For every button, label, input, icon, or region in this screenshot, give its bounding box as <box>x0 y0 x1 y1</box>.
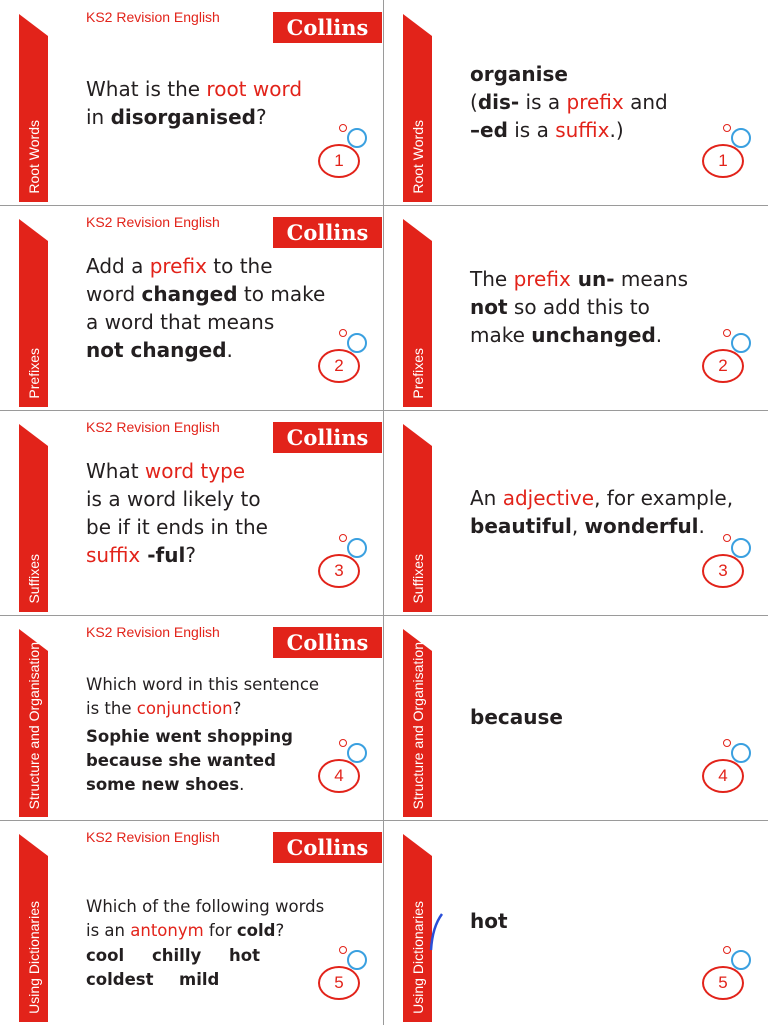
bubble-icon <box>347 538 367 558</box>
card-number-badge <box>702 735 762 795</box>
category-label: Prefixes <box>25 348 42 399</box>
answer-text-2: The prefix un- means not so add this to make unchanged. <box>470 267 689 347</box>
option-word: cool <box>86 946 125 965</box>
bubble-icon <box>723 946 731 954</box>
bubble-icon <box>339 124 347 132</box>
answer-text-1: organise (dis- is a prefix and –ed is a suffix.) <box>470 62 668 142</box>
bubble-icon <box>347 128 367 148</box>
card-number-badge <box>702 120 762 180</box>
card-number-badge <box>702 530 762 590</box>
bubble-icon <box>731 333 751 353</box>
bubble-icon <box>723 124 731 132</box>
bubble-icon <box>723 534 731 542</box>
category-label: Root Words <box>25 120 42 194</box>
brand-logo: Collins <box>273 12 382 43</box>
card-number: 1 <box>318 144 360 178</box>
card-number-badge <box>318 325 378 385</box>
card-number: 1 <box>702 144 744 178</box>
series-label: KS2 Revision English <box>86 829 220 845</box>
card-number-badge <box>318 942 378 1002</box>
bubble-icon <box>731 950 751 970</box>
category-label: Prefixes <box>409 348 426 399</box>
series-label: KS2 Revision English <box>86 419 220 435</box>
brand-logo: Collins <box>273 217 382 248</box>
example-sentence: Sophie went shopping because she wanted some new shoes. <box>86 727 293 794</box>
card-number: 4 <box>702 759 744 793</box>
answer-text-4: because <box>470 705 563 729</box>
bubble-icon <box>339 946 347 954</box>
answer-text-3: An adjective, for example, beautiful, wonderful. <box>470 486 734 538</box>
option-word: hot <box>229 946 260 965</box>
card-number-badge <box>318 735 378 795</box>
category-label: Using Dictionaries <box>25 901 42 1014</box>
question-card-2 <box>0 205 384 410</box>
card-number: 2 <box>702 349 744 383</box>
brand-logo: Collins <box>273 832 382 863</box>
bubble-icon <box>731 538 751 558</box>
category-label: Suffixes <box>409 554 426 604</box>
card-number-badge <box>702 942 762 1002</box>
series-label: KS2 Revision English <box>86 624 220 640</box>
bubble-icon <box>731 743 751 763</box>
answer-options <box>86 944 260 992</box>
card-number: 2 <box>318 349 360 383</box>
category-label: Root Words <box>409 120 426 194</box>
question-card-3 <box>0 410 384 615</box>
series-label: KS2 Revision English <box>86 9 220 25</box>
bubble-icon <box>347 333 367 353</box>
bubble-icon <box>723 739 731 747</box>
pen-mark <box>428 912 448 952</box>
question-card-5 <box>0 820 384 1025</box>
bubble-icon <box>339 739 347 747</box>
answer-text-5: hot <box>470 909 508 933</box>
card-number-badge <box>318 120 378 180</box>
category-label: Suffixes <box>25 554 42 604</box>
bubble-icon <box>339 329 347 337</box>
card-number: 5 <box>702 966 744 1000</box>
bubble-icon <box>723 329 731 337</box>
bubble-icon <box>347 950 367 970</box>
series-label: KS2 Revision English <box>86 214 220 230</box>
brand-logo: Collins <box>273 627 382 658</box>
brand-logo: Collins <box>273 422 382 453</box>
card-number-badge <box>318 530 378 590</box>
bubble-icon <box>347 743 367 763</box>
question-card-1 <box>0 0 384 205</box>
card-number: 3 <box>702 554 744 588</box>
category-label: Using Dictionaries <box>409 901 426 1014</box>
option-word: coldest <box>86 970 154 989</box>
category-label: Structure and Organisation <box>25 641 42 809</box>
card-number: 3 <box>318 554 360 588</box>
option-word: chilly <box>152 946 202 965</box>
question-text: Add a prefix to the word changed to make a word that means not changed. <box>86 254 326 362</box>
question-text: What word type is a word likely to be if it ends in the suffix -ful? <box>86 459 268 567</box>
card-number: 4 <box>318 759 360 793</box>
bubble-icon <box>339 534 347 542</box>
category-label: Structure and Organisation <box>409 641 426 809</box>
card-number: 5 <box>318 966 360 1000</box>
question-card-4 <box>0 615 384 820</box>
bubble-icon <box>731 128 751 148</box>
card-number-badge <box>702 325 762 385</box>
question-text: Which word in this sentence is the conjunction? <box>86 675 320 718</box>
question-text: Which of the following words is an antonym for cold? <box>86 897 325 940</box>
option-word: mild <box>179 970 220 989</box>
question-text: What is the root word in disorganised? <box>86 77 303 129</box>
